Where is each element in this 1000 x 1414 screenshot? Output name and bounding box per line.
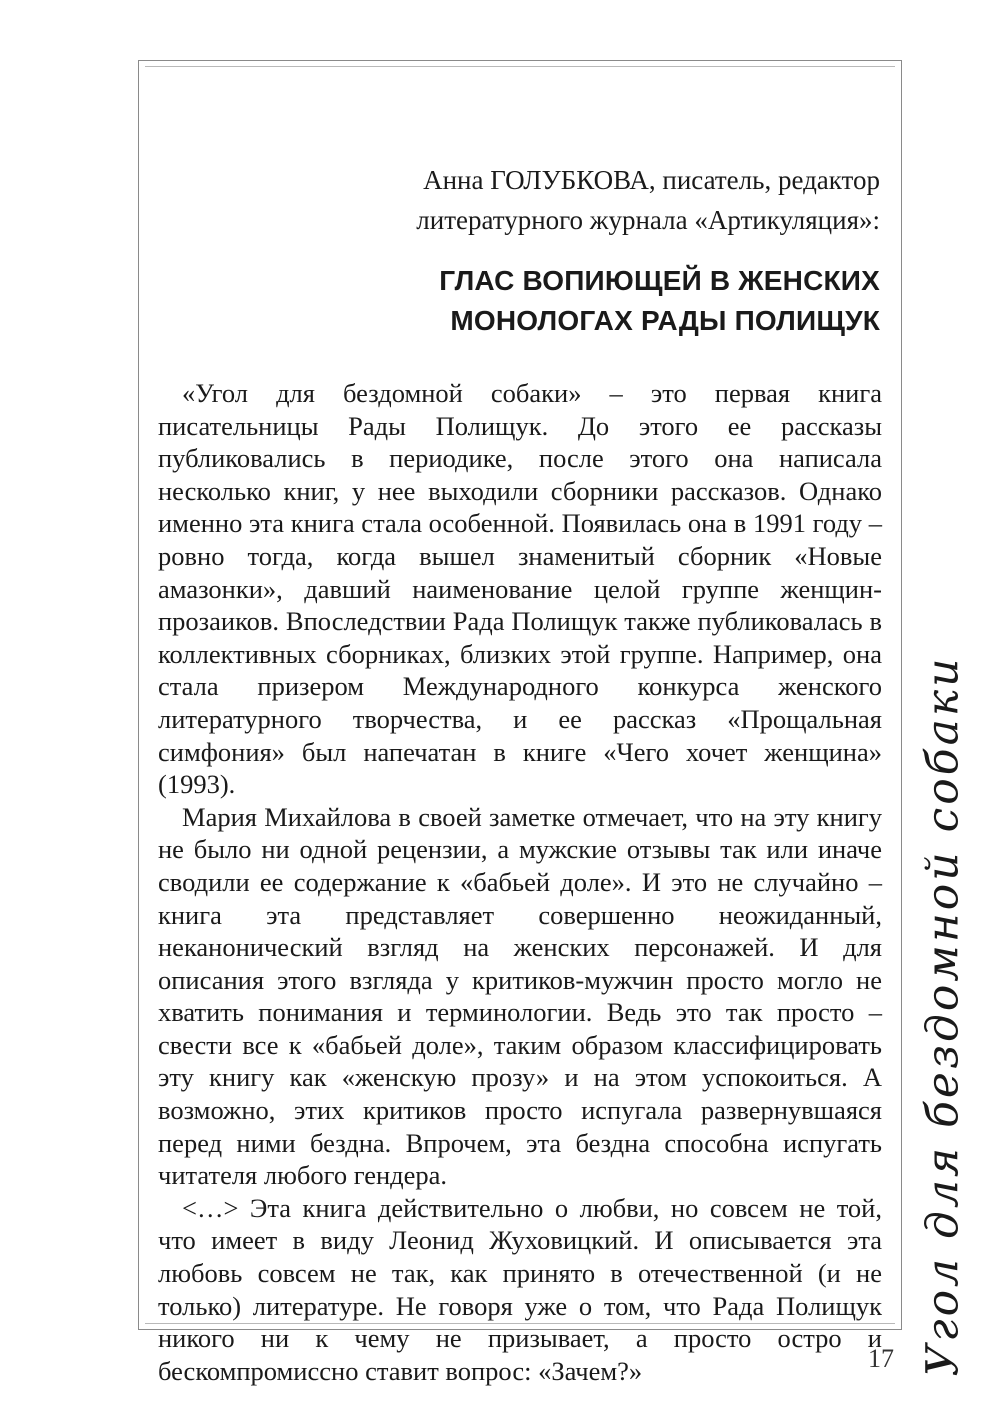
page-number: 17 [868,1344,894,1373]
author-block [158,160,880,240]
paragraph: Мария Михайлова в своей заметке отмечает, что на эту книгу не было ни одной рецензии, а мужские отзывы так или иначе сводили ее содержание к «бабьей доле». И это не случайно – книга эта представляет совершенно неожиданный, неканонический взгляд на женских персонажей. И для описания этого взгляда у критиков-мужчин просто могло не хватить понимания и терминологии. Ведь это так просто – свести все к «бабьей доле», таким образом классифицировать эту книгу как «женскую прозу» и на этом успокоиться. А возможно, этих критиков просто испугала развернувшаяся перед ними бездна. Впрочем, эта бездна способна испугать читателя любого гендера. [158,801,882,1191]
body-text [158,377,882,1387]
paragraph: <…> Эта книга действительно о любви, но совсем не той, что имеет в виду Леонид Жуховицкий. И описывается эта любовь совсем не так, как принято в отечественной (и не только) литературе. Не говоря уже о том, что Рада Полищук никого ни к чему не призывает, а просто остро и бескомпромиссно ставит вопрос: «Зачем?» [158,1192,882,1386]
article-title [158,261,880,341]
title-line: ГЛАС ВОПИЮЩЕЙ В ЖЕНСКИХ [439,265,880,296]
author-line: литературного журнала «Артикуляция»: [416,205,880,235]
article [158,160,882,1387]
side-running-title [912,655,974,1377]
title-line: МОНОЛОГАХ РАДЫ ПОЛИЩУК [450,305,880,336]
author-line: Анна ГОЛУБКОВА, писатель, редактор [423,165,880,195]
side-title-text: Угол для бездомной собаки [917,655,969,1377]
paragraph: «Угол для бездомной собаки» – это первая книга писательницы Рады Полищук. До этого ее рассказы публиковались в периодике, после этого она написала несколько книг, у нее выходили сборники рассказов. Однако именно эта книга стала особенной. Появилась она в 1991 году – ровно тогда, когда вышел знаменитый сборник «Новые амазонки», давший наименование целой группе женщин-прозаиков. Впоследствии Рада Полищук также публиковалась в коллективных сборниках, близких этой группе. Например, она стала призером Международного конкурса женского литературного творчества, и ее рассказ «Прощальная симфония» был напечатан в книге «Чего хочет женщина» (1993). [158,378,882,800]
